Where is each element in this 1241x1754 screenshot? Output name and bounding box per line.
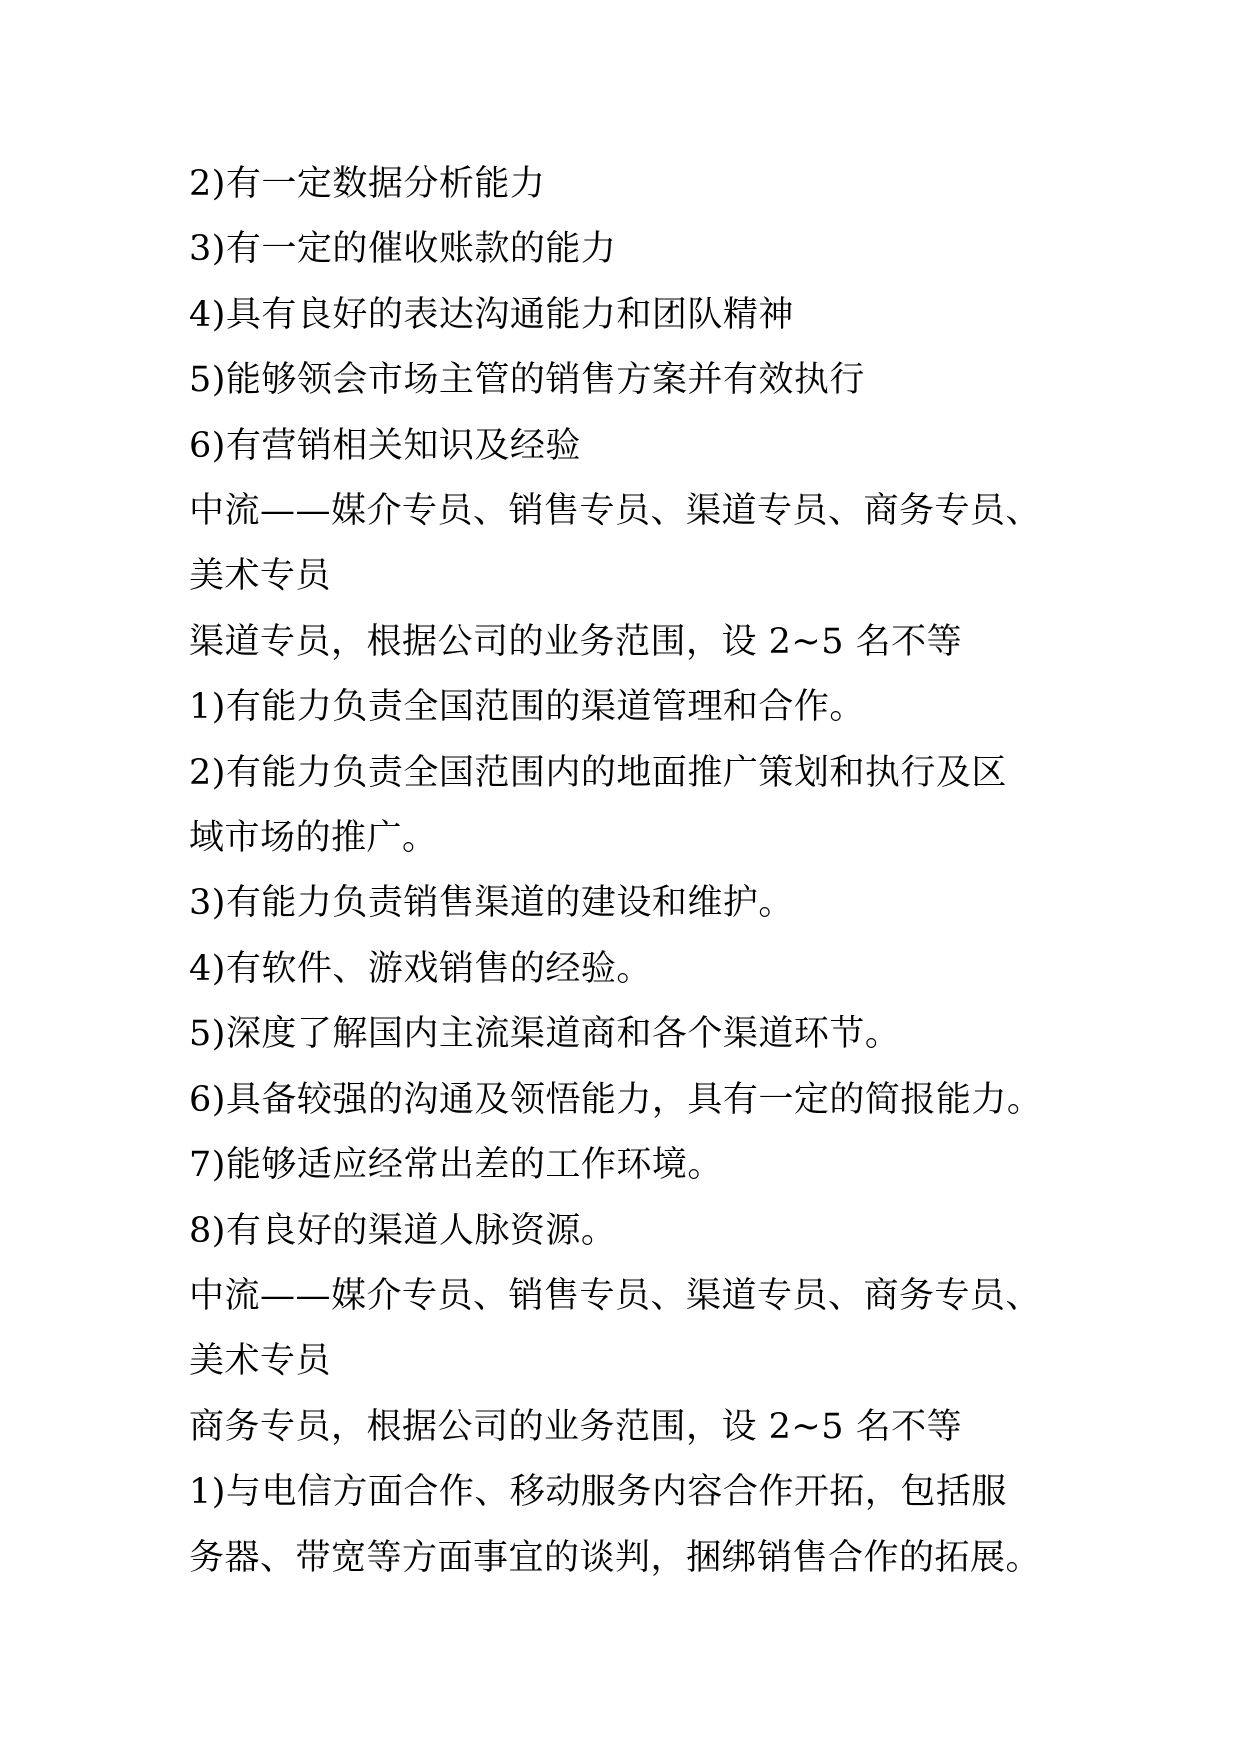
text-line: 4)有软件、游戏销售的经验。 bbox=[189, 948, 652, 989]
text-line: 2)有能力负责全国范围内的地面推广策划和执行及区 bbox=[189, 752, 1007, 793]
text-line: 1)有能力负责全国范围的渠道管理和合作。 bbox=[189, 687, 865, 728]
section-heading: 中流——媒介专员、销售专员、渠道专员、商务专员、 bbox=[189, 1275, 1042, 1316]
text-line: 域市场的推广。 bbox=[189, 818, 438, 859]
section-heading: 中流——媒介专员、销售专员、渠道专员、商务专员、 bbox=[189, 491, 1042, 532]
text-line: 5)能够领会市场主管的销售方案并有效执行 bbox=[189, 360, 865, 401]
document-body bbox=[189, 152, 1069, 1591]
text-line: 1)与电信方面合作、移动服务内容合作开拓，包括服 bbox=[189, 1472, 1007, 1513]
text-line: 3)有能力负责销售渠道的建设和维护。 bbox=[189, 883, 794, 924]
role-intro: 商务专员，根据公司的业务范围，设 2~5 名不等 bbox=[189, 1406, 963, 1447]
text-line: 6)具备较强的沟通及领悟能力，具有一定的简报能力。 bbox=[189, 1079, 1043, 1120]
section-heading-continued: 美术专员 bbox=[189, 1341, 332, 1382]
text-line: 5)深度了解国内主流渠道商和各个渠道环节。 bbox=[189, 1014, 901, 1055]
text-line: 3)有一定的催收账款的能力 bbox=[189, 229, 617, 270]
text-line: 6)有营销相关知识及经验 bbox=[189, 425, 581, 466]
section-heading-continued: 美术专员 bbox=[189, 556, 332, 597]
text-line: 4)具有良好的表达沟通能力和团队精神 bbox=[189, 294, 794, 335]
text-line: 7)能够适应经常出差的工作环境。 bbox=[189, 1145, 723, 1186]
role-intro: 渠道专员，根据公司的业务范围，设 2~5 名不等 bbox=[189, 621, 963, 662]
text-line: 8)有良好的渠道人脉资源。 bbox=[189, 1210, 617, 1251]
text-line: 2)有一定数据分析能力 bbox=[189, 164, 546, 204]
text-line: 务器、带宽等方面事宜的谈判，捆绑销售合作的拓展。 bbox=[189, 1537, 1042, 1578]
